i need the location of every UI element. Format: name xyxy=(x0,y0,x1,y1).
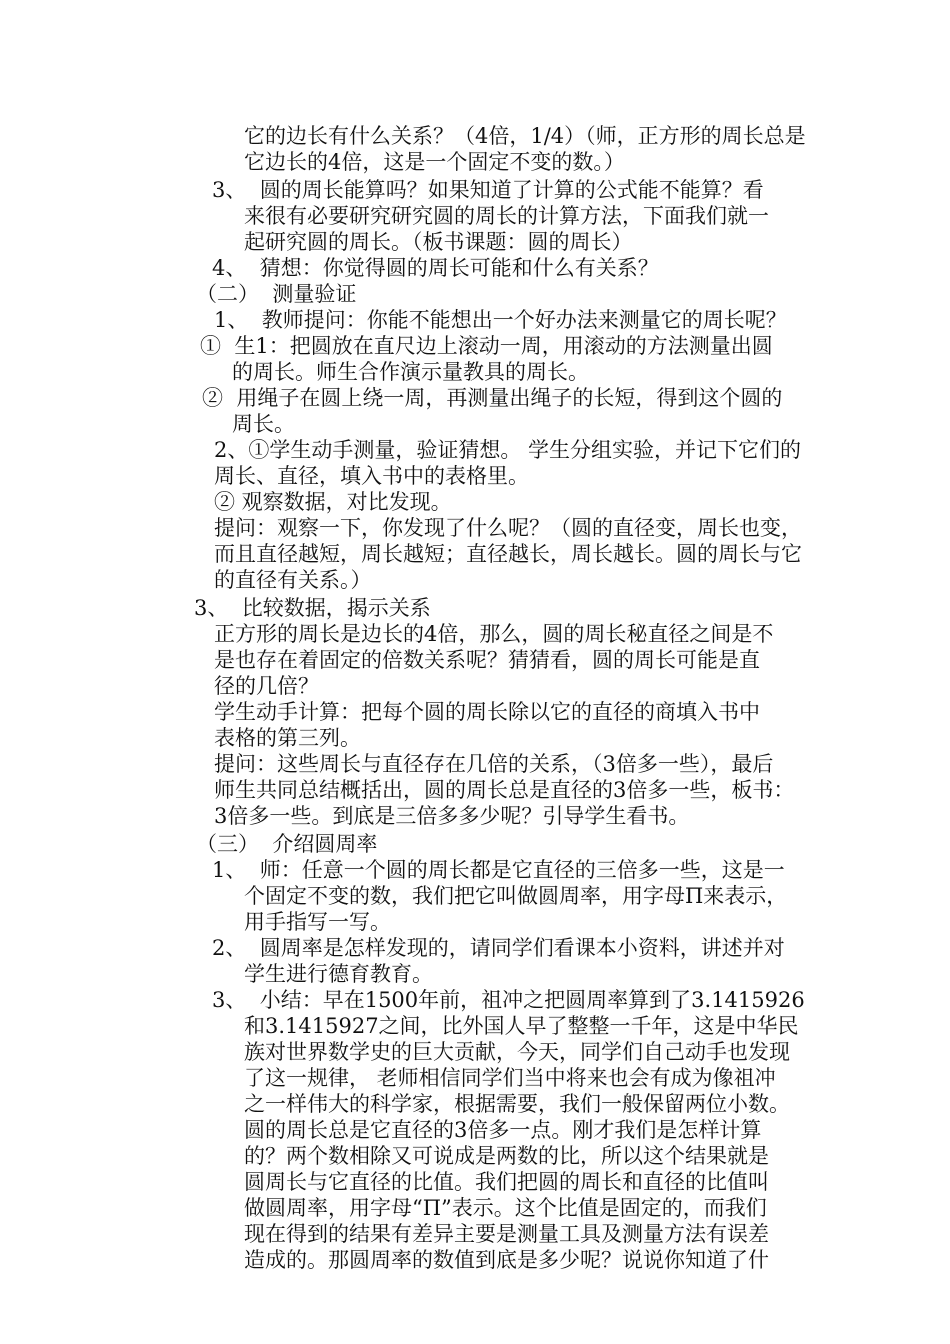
text-line: 的直径有关系。） xyxy=(214,568,372,592)
text-line: 表格的第三列。 xyxy=(214,726,361,750)
text-line: 现在得到的结果有差异主要是测量工具及测量方法有误差 xyxy=(244,1222,769,1246)
text-line: （三） 介绍圆周率 xyxy=(196,832,378,856)
text-line: 学生进行德育教育。 xyxy=(244,962,433,986)
text-line: 3、 比较数据，揭示关系 xyxy=(194,596,431,620)
text-line: ② 观察数据，对比发现。 xyxy=(214,490,452,514)
text-line: 起研究圆的周长。（板书课题：圆的周长） xyxy=(244,230,633,254)
text-line: 正方形的周长是边长的4倍，那么，圆的周长秘直径之间是不 xyxy=(214,622,774,646)
text-line: 3、 圆的周长能算吗？如果知道了计算的公式能不能算？看 xyxy=(212,178,764,202)
text-line: 4、 猜想：你觉得圆的周长可能和什么有关系？ xyxy=(212,256,659,280)
text-line: 的周长。师生合作演示量教具的周长。 xyxy=(232,360,589,384)
text-line: 学生动手计算：把每个圆的周长除以它的直径的商填入书中 xyxy=(214,700,760,724)
text-line: 周长。 xyxy=(232,412,295,436)
text-line: 2、 圆周率是怎样发现的，请同学们看课本小资料，讲述并对 xyxy=(212,936,785,960)
text-line: 径的几倍？ xyxy=(214,674,319,698)
text-line: 圆周长与它直径的比值。我们把圆的周长和直径的比值叫 xyxy=(244,1170,769,1194)
text-line: ① 生1：把圆放在直尺边上滚动一周，用滚动的方法测量出圆 xyxy=(200,334,773,358)
text-line: 个固定不变的数，我们把它叫做圆周率，用字母Π来表示， xyxy=(244,884,788,908)
text-line: 是也存在着固定的倍数关系呢？猜猜看，圆的周长可能是直 xyxy=(214,648,760,672)
text-line: 提问：观察一下，你发现了什么呢？（圆的直径变，周长也变， xyxy=(214,516,802,540)
text-line: 3倍多一些。到底是三倍多多少呢？引导学生看书。 xyxy=(214,804,690,828)
text-line: 3、 小结：早在1500年前，祖冲之把圆周率算到了3.1415926 xyxy=(212,988,805,1012)
text-line: 了这一规律， 老师相信同学们当中将来也会有成为像祖冲 xyxy=(244,1066,776,1090)
text-line: 族对世界数学史的巨大贡献，今天，同学们自己动手也发现 xyxy=(244,1040,790,1064)
text-line: 做圆周率，用字母“Π”表示。这个比值是固定的，而我们 xyxy=(244,1196,767,1220)
text-line: 用手指写一写。 xyxy=(244,910,391,934)
text-line: 来很有必要研究研究圆的周长的计算方法，下面我们就一 xyxy=(244,204,769,228)
text-line: 的？两个数相除又可说成是两数的比，所以这个结果就是 xyxy=(244,1144,769,1168)
text-line: 和3.1415927之间，比外国人早了整整一千年，这是中华民 xyxy=(244,1014,799,1038)
text-line: ② 用绳子在圆上绕一周，再测量出绳子的长短，得到这个圆的 xyxy=(202,386,783,410)
text-line: 1、 师：任意一个圆的周长都是它直径的三倍多一些，这是一 xyxy=(212,858,785,882)
text-line: 师生共同总结概括出，圆的周长总是直径的3倍多一些，板书： xyxy=(214,778,795,802)
text-line: 而且直径越短，周长越短；直径越长，周长越长。圆的周长与它 xyxy=(214,542,802,566)
text-line: 周长、直径，填入书中的表格里。 xyxy=(214,464,529,488)
text-line: 它的边长有什么关系？（4倍，1/4）（师，正方形的周长总是 xyxy=(244,124,806,148)
text-line: 它边长的4倍，这是一个固定不变的数。） xyxy=(244,150,625,174)
text-line: 1、 教师提问：你能不能想出一个好办法来测量它的周长呢？ xyxy=(214,308,787,332)
text-line: 提问：这些周长与直径存在几倍的关系，（3倍多一些），最后 xyxy=(214,752,774,776)
text-line: 之一样伟大的科学家，根据需要，我们一般保留两位小数。 xyxy=(244,1092,790,1116)
text-line: 圆的周长总是它直径的3倍多一点。刚才我们是怎样计算 xyxy=(244,1118,762,1142)
text-line: 造成的。那圆周率的数值到底是多少呢？说说你知道了什 xyxy=(244,1248,769,1272)
text-line: （二） 测量验证 xyxy=(196,282,357,306)
text-line: 2、①学生动手测量，验证猜想。 学生分组实验，并记下它们的 xyxy=(214,438,802,462)
